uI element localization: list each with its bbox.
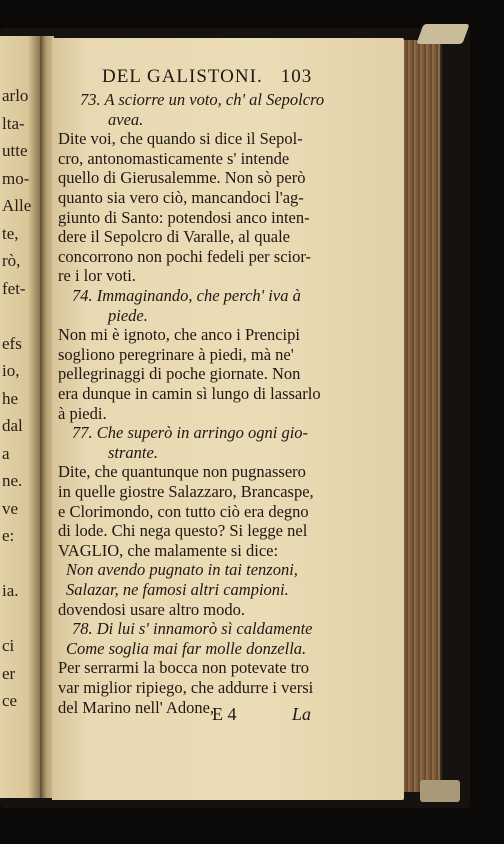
left-page-line: he xyxy=(2,388,19,408)
text-line: strante. xyxy=(108,442,158,462)
text-line: piede. xyxy=(108,305,148,325)
left-page-line: te, xyxy=(2,223,19,243)
right-page xyxy=(52,38,404,800)
text-line: re i lor voti. xyxy=(58,266,136,286)
text-line: Come soglia mai far molle donzella. xyxy=(66,638,307,658)
left-page-line: io, xyxy=(2,361,20,380)
text-line: 77. Che superò in arringo ogni gio- xyxy=(72,423,309,443)
text-line: dere il Sepolcro di Varalle, al quale xyxy=(58,227,290,247)
running-header xyxy=(102,66,312,88)
text-line: 73. A sciorre un voto, ch' al Sepolcro xyxy=(80,90,325,109)
left-page-line: ne. xyxy=(2,471,23,490)
left-page-fragment xyxy=(0,36,40,798)
text-line: di lode. Chi nega questo? Si legge nel xyxy=(58,521,308,541)
left-page-line: efs xyxy=(2,333,22,353)
left-page-line: ve xyxy=(2,498,19,518)
text-line: 74. Immaginando, che perch' iva à xyxy=(72,286,301,305)
left-page-line: arlo xyxy=(2,86,29,105)
text-line: quello di Gierusalemme. Non sò però xyxy=(58,168,306,188)
text-line: var miglior ripiego, che addurre i versi xyxy=(58,678,314,697)
left-page-line: ia. xyxy=(2,581,19,600)
catchword: La xyxy=(292,704,312,724)
text-line: concorrono non pochi fedeli per scior- xyxy=(58,246,312,266)
page-edges xyxy=(404,40,442,792)
left-page-line: er xyxy=(2,663,16,683)
left-page-line: ce xyxy=(2,691,18,710)
left-page-line: Alle xyxy=(2,196,32,215)
text-line: dovendosi usare altro modo. xyxy=(58,599,245,619)
text-line: Dite, che quantunque non pugnassero xyxy=(58,462,306,482)
page-number: 103 xyxy=(280,66,313,87)
left-page-line: mo- xyxy=(2,168,30,188)
text-line: Per serrarmi la bocca non potevate tro xyxy=(58,658,310,678)
left-page-line: dal xyxy=(2,416,23,435)
text-line: Dite voi, che quando si dice il Sepol- xyxy=(58,129,303,149)
left-page-line: utte xyxy=(2,141,28,160)
left-page-line: ci xyxy=(2,636,15,655)
text-line: Non mi è ignoto, che anco i Prencipi xyxy=(58,325,300,345)
text-line: giunto di Santo: potendosi anco inten- xyxy=(58,207,310,227)
left-page-line: lta- xyxy=(2,113,25,133)
bookmark-tab-bottom xyxy=(420,780,460,802)
text-line: e Clorimondo, con tutto ciò era degno xyxy=(58,501,309,521)
text-line: quanto sia vero ciò, mancandoci l'ag- xyxy=(58,188,304,207)
text-line: à piedi. xyxy=(58,403,107,423)
running-title: DEL GALISTONI. xyxy=(102,66,263,87)
bookmark-tab-top xyxy=(416,24,469,44)
left-page-line: e: xyxy=(2,526,15,545)
signature-mark: E 4 xyxy=(212,704,237,724)
left-page-line: rò, xyxy=(2,251,21,270)
text-line: VAGLIO, che malamente si dice: xyxy=(58,540,279,560)
text-line: cro, antonomasticamente s' intende xyxy=(58,148,290,168)
text-line: Non avendo pugnato in tai tenzoni, xyxy=(66,560,298,580)
text-line: sogliono peregrinare à piedi, mà ne' xyxy=(58,344,294,364)
text-line: era dunque in camin sì lungo di lassarlo xyxy=(58,384,321,403)
left-page-line: fet- xyxy=(2,278,26,298)
left-page-line: a xyxy=(2,443,10,463)
text-line: 78. Di lui s' innamorò sì caldamente xyxy=(72,619,313,639)
text-line: avea. xyxy=(108,109,144,129)
text-line: in quelle giostre Salazzaro, Brancaspe, xyxy=(58,482,314,501)
text-line: Salazar, ne famosi altri campioni. xyxy=(66,580,289,599)
text-line: pellegrinaggi di poche giornate. Non xyxy=(58,364,301,384)
text-line: del Marino nell' Adone, xyxy=(58,697,215,717)
